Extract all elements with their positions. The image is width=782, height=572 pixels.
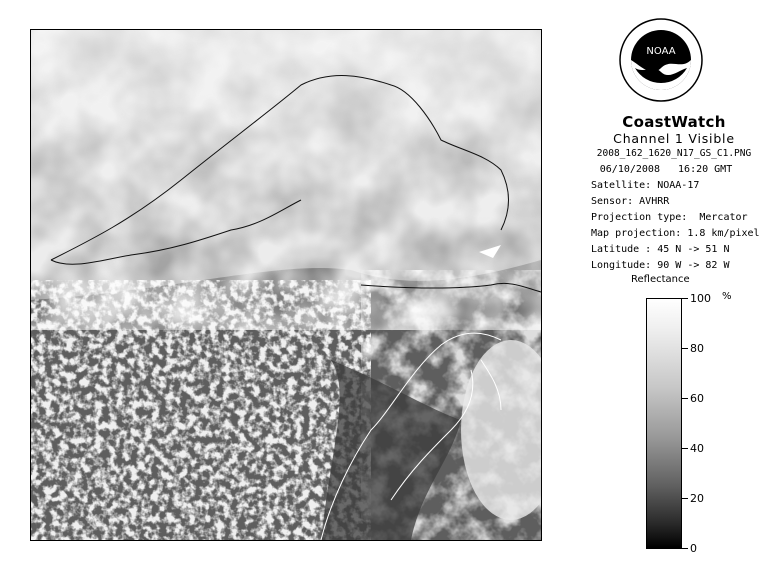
colorbar-tick [682,548,688,549]
colorbar-tick [682,298,688,299]
logo-text: NOAA [646,46,676,57]
satellite-image-svg [31,30,541,540]
product-title: CoastWatch [622,113,726,131]
colorbar-tick-label: 20 [690,492,704,505]
sensor-label: Sensor: AVHRR [591,196,670,207]
colorbar-tick-label: 60 [690,392,704,405]
projection-type-label: Projection type: Mercator [591,212,748,223]
scale-title: Reflectance [631,274,690,285]
colorbar-tick [682,348,688,349]
reflectance-colorbar [646,298,682,549]
longitude-label: Longitude: 90 W -> 82 W [591,260,730,271]
colorbar-tick [682,398,688,399]
scale-unit: % [722,291,732,302]
colorbar-tick-label: 40 [690,442,704,455]
file-name: 2008_162_1620_N17_GS_C1.PNG [596,148,752,159]
noaa-seal-icon [619,18,703,102]
satellite-image [30,29,542,541]
noaa-logo-svg [619,18,703,102]
map-projection-label: Map projection: 1.8 km/pixel [591,228,760,239]
colorbar-tick [682,498,688,499]
satellite-label: Satellite: NOAA-17 [591,180,700,191]
colorbar-tick-label: 100 [690,292,711,305]
colorbar-tick [682,448,688,449]
latitude-label: Latitude : 45 N -> 51 N [591,244,730,255]
acquisition-datetime: 06/10/2008 16:20 GMT [599,164,733,175]
colorbar-tick-label: 80 [690,342,704,355]
channel-subtitle: Channel 1 Visible [613,131,735,146]
colorbar-tick-label: 0 [690,542,697,555]
